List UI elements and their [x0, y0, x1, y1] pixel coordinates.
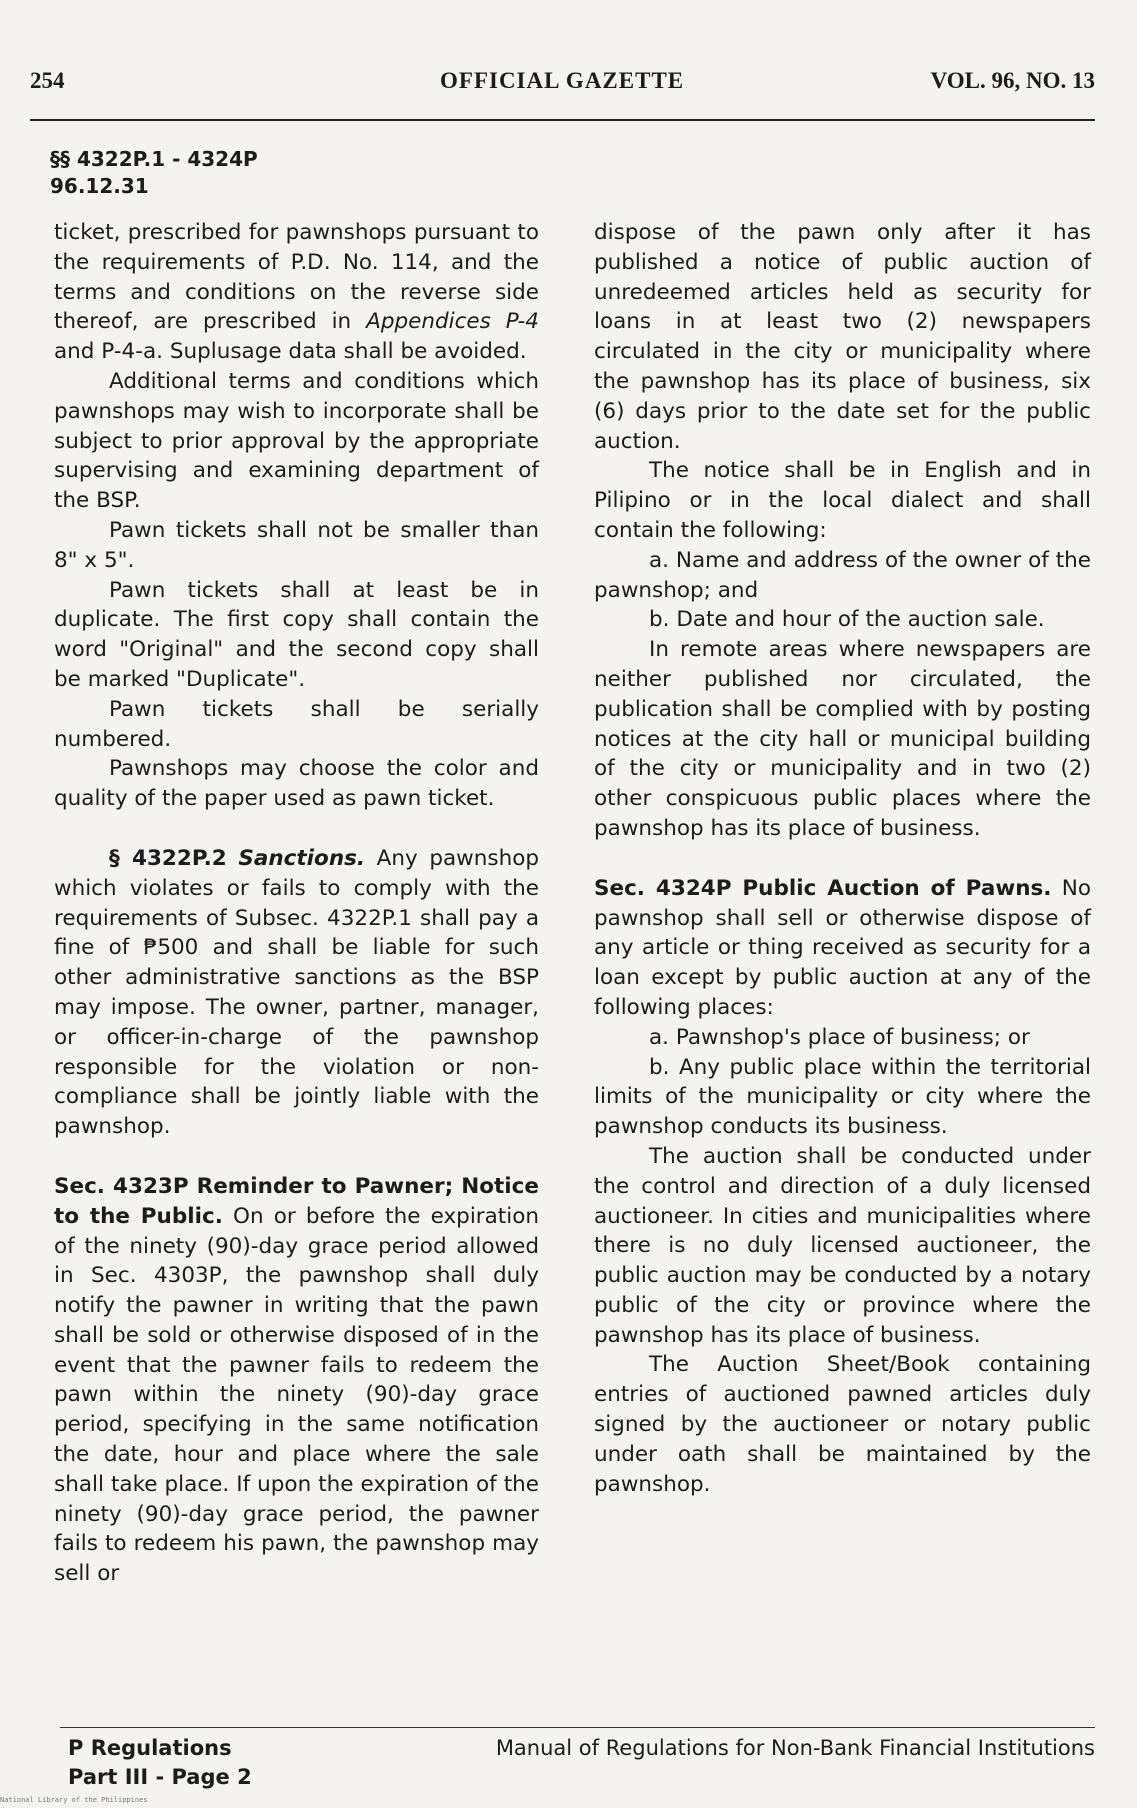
paragraph: Pawn tickets shall be serially numbered.	[54, 696, 539, 752]
section-body: No pawnshop shall sell or otherwise dispose of any article or thing received as security for a loan except by public auction at any of the following places:	[594, 875, 1091, 1020]
paragraph: Pawn tickets shall not be smaller than 8" x 5".	[54, 517, 539, 573]
paragraph: dispose of the pawn only after it has published a notice of public auction of unredeemed articles held as security for loans in at least two (2) newspapers circulated in the city or municipality where the pawnshop has its place of business, six (6) days prior to the date set for the public auction.	[594, 220, 1091, 454]
paragraph	[54, 218, 539, 367]
footer-left	[68, 1734, 252, 1792]
paragraph: Additional terms and conditions which pawnshops may wish to incorporate shall be subject to prior approval by the appropriate supervising and examining department of the BSP.	[54, 368, 539, 514]
paragraph: Pawn tickets shall at least be in duplicate. The first copy shall contain the word "Original" and the second copy shall be marked "Duplicate".	[54, 577, 539, 692]
publication-title: OFFICIAL GAZETTE	[440, 68, 685, 93]
right-column	[594, 218, 1091, 1499]
scan-watermark: National Library of the Philippines	[0, 1796, 148, 1804]
page-number: 254	[30, 68, 65, 93]
text-run: and P-4-a. Suplusage data shall be avoided.	[54, 339, 527, 365]
paragraph: The Auction Sheet/Book containing entries of auctioned pawned articles duly signed by the auctioneer or notary public under oath shall be maintained by the pawnshop.	[594, 1352, 1091, 1497]
emphasis-text: Appendices P-4	[366, 309, 539, 335]
section-title: Sec. 4323P Reminder to Pawner; Notice to the Public.	[54, 1173, 539, 1229]
paragraph: The notice shall be in English and in Pilipino or in the local dialect and shall contain the following:	[594, 458, 1091, 543]
list-item: b. Date and hour of the auction sale.	[649, 607, 1045, 633]
left-column	[54, 218, 539, 1589]
section-title: Sanctions.	[238, 845, 366, 871]
section-body: On or before the expiration of the ninety (90)-day grace period allowed in Sec. 4303P, the pawnshop shall duly notify the pawner in writing that the pawn shall be sold or otherwise disposed of in the event that the pawner fails to redeem the pawn within the ninety (90)-day grace period, specifying in the same notification the date, hour and place where the sale shall take place. If upon the expiration of the ninety (90)-day grace period, the pawner fails to redeem his pawn, the pawnshop may sell or	[54, 1203, 539, 1587]
text-run: ticket, prescribed for pawnshops pursuant to the requirements of P.D. No. 114, and the terms and conditions on the reverse side thereof, are prescribed in	[54, 220, 539, 335]
paragraph: In remote areas where newspapers are neither published nor circulated, the publication shall be complied with by posting notices at the city hall or municipal building of the city or municipality and in two (2) other conspicuous public places where the pawnshop has its place of business.	[594, 637, 1091, 841]
footer-regulation: P Regulations	[68, 1736, 232, 1760]
footer-page: Part III - Page 2	[68, 1765, 252, 1789]
paragraph: Pawnshops may choose the color and quality of the paper used as pawn ticket.	[54, 756, 539, 812]
page-header	[30, 68, 1095, 102]
footer-rule	[60, 1727, 1095, 1728]
section-4323p	[54, 1172, 539, 1589]
section-body: Any pawnshop which violates or fails to comply with the requirements of Subsec. 4322P.1 shall pay a fine of ₱500 and shall be liable for such other administrative sanctions as the BSP may impose. The owner, partner, manager, or officer-in-charge of the pawnshop responsible for the violation or non-compliance shall be jointly liable with the pawnshop.	[54, 845, 539, 1140]
section-4322p2	[54, 844, 539, 1142]
list-item: a. Pawnshop's place of business; or	[649, 1024, 1030, 1050]
list-item: a. Name and address of the owner of the pawnshop; and	[594, 547, 1091, 603]
section-date: 96.12.31	[50, 174, 149, 198]
paragraph: The auction shall be conducted under the control and direction of a duly licensed auctioneer. In cities and municipalities where there is no duly licensed auctioneer, the public auction may be conducted by a notary public of the city or province where the pawnshop has its place of business.	[594, 1143, 1091, 1348]
section-number: § 4322P.2	[109, 845, 227, 871]
section-4324p	[594, 874, 1091, 1023]
section-references	[50, 146, 258, 200]
footer-manual-title: Manual of Regulations for Non-Bank Financial Institutions	[495, 1736, 1095, 1760]
section-range: §§ 4322P.1 - 4324P	[50, 147, 258, 171]
section-title: Sec. 4324P Public Auction of Pawns.	[594, 875, 1052, 901]
list-item: b. Any public place within the territorial limits of the municipality or city where the pawnshop conducts its business.	[594, 1054, 1091, 1140]
header-rule	[30, 119, 1095, 121]
volume-number: VOL. 96, NO. 13	[930, 68, 1095, 93]
